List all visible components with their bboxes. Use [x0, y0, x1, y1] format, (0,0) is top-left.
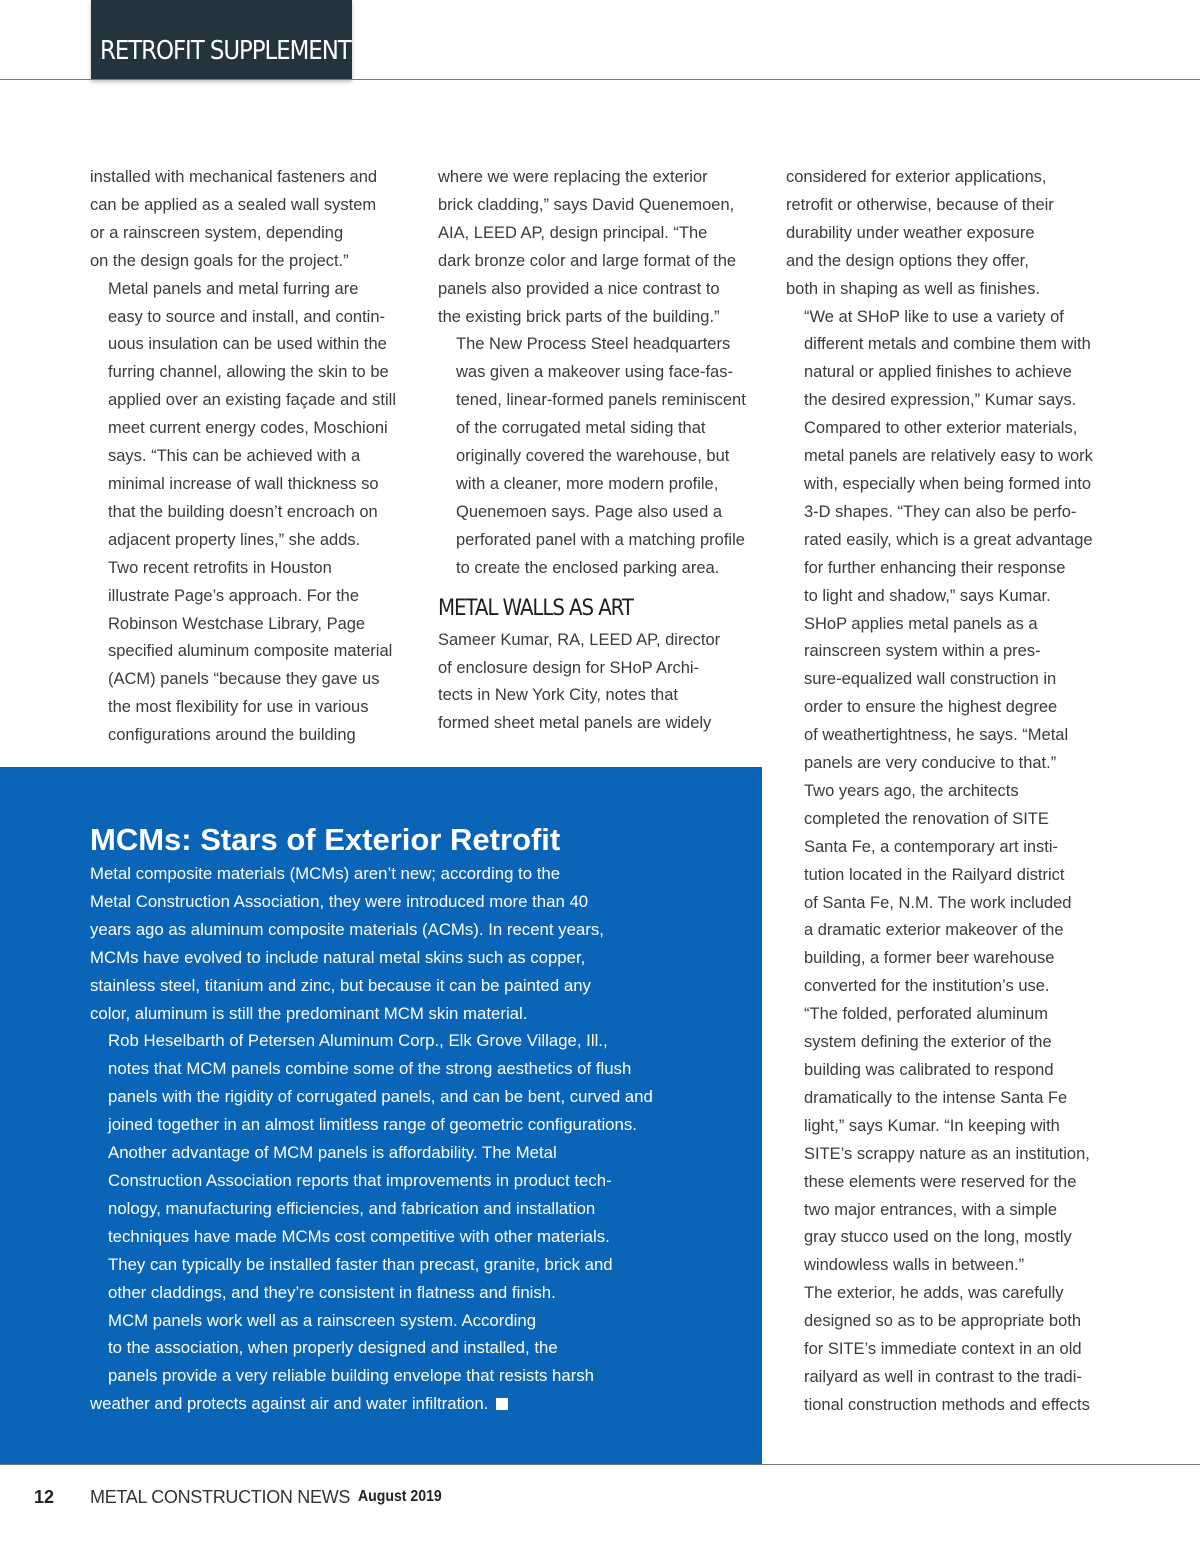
text-line: dark bronze color and large format of the	[438, 251, 737, 270]
text-line: Quenemoen says. Page also used a	[456, 502, 723, 521]
text-line: gray stucco used on the long, mostly	[804, 1228, 1072, 1247]
text-line: Santa Fe, a contemporary art insti-	[804, 837, 1059, 856]
text-line: of enclosure design for SHoP Archi-	[438, 658, 700, 677]
text-line: and the design options they offer,	[786, 251, 1029, 270]
text-line: Metal composite materials (MCMs) aren’t new; according to the	[90, 864, 561, 883]
text-line: dramatically to the intense Santa Fe	[804, 1088, 1068, 1107]
text-line: 3-D shapes. “They can also be perfo-	[804, 502, 1077, 521]
text-line: MCM panels work well as a rainscreen system. According	[108, 1310, 537, 1330]
issue-date: August 2019	[358, 1488, 442, 1505]
text-line: nology, manufacturing efficiencies, and fabrication and installation	[108, 1198, 596, 1218]
text-line: converted for the institution’s use.	[804, 977, 1050, 996]
text-line: a dramatic exterior makeover of the	[804, 921, 1064, 940]
text-line: applied over an existing façade and still	[108, 391, 397, 410]
section-tab	[91, 0, 352, 80]
section-title: RETROFIT SUPPLEMENT	[100, 36, 351, 66]
text-line: tional construction methods and effects	[804, 1395, 1090, 1414]
text-line: that the building doesn’t encroach on	[108, 502, 378, 521]
paragraph	[786, 304, 1116, 416]
paragraph	[90, 860, 740, 1027]
text-line: tened, linear-formed panels reminiscent	[456, 391, 746, 410]
text-line: Two recent retrofits in Houston	[108, 558, 332, 577]
column-1	[90, 164, 410, 750]
text-line: rainscreen system within a pres-	[804, 642, 1041, 661]
text-line: light,” says Kumar. “In keeping with	[804, 1116, 1060, 1135]
text-line: tution located in the Railyard district	[804, 865, 1065, 884]
text-line: “We at SHoP like to use a variety of	[804, 307, 1064, 326]
text-line: windowless walls in between.”	[804, 1256, 1025, 1275]
sidebar-box	[0, 767, 762, 1464]
text-line: adjacent property lines,” she adds.	[108, 530, 361, 549]
paragraph	[786, 164, 1116, 304]
text-line: building was calibrated to respond	[804, 1061, 1054, 1079]
text-line: minimal increase of wall thickness so	[108, 474, 379, 493]
text-line: other claddings, and they’re consistent in flatness and finish.	[108, 1282, 556, 1302]
end-mark-icon	[496, 1398, 508, 1410]
text-line: (ACM) panels “because they gave us	[108, 670, 380, 689]
text-line: of weathertightness, he says. “Metal	[804, 726, 1069, 745]
text-line: the desired expression,” Kumar says.	[804, 391, 1077, 410]
paragraph	[90, 1139, 740, 1306]
text-line: easy to source and install, and contin-	[108, 307, 385, 326]
text-line: both in shaping as well as finishes.	[786, 279, 1041, 298]
paragraph	[786, 1280, 1116, 1420]
text-line: to create the enclosed parking area.	[456, 558, 720, 577]
text-line: configurations around the building	[108, 726, 356, 745]
text-line: joined together in an almost limitless range of geometric configurations.	[108, 1115, 637, 1135]
paragraph	[90, 1307, 740, 1419]
header-rule	[0, 79, 1200, 80]
paragraph	[438, 627, 768, 739]
paragraph	[90, 1027, 740, 1139]
text-line: with a cleaner, more modern profile,	[456, 474, 719, 493]
text-line: the existing brick parts of the building.”	[438, 307, 720, 326]
text-line: “The folded, perforated aluminum	[804, 1005, 1048, 1024]
text-line: completed the renovation of SITE	[804, 809, 1049, 828]
text-line: Metal Construction Association, they were introduced more than 40	[90, 891, 589, 911]
text-line: years ago as aluminum composite materials (ACMs). In recent years,	[90, 919, 604, 939]
text-line: AIA, LEED AP, design principal. “The	[438, 223, 708, 242]
text-line: railyard as well in contrast to the tradi-	[804, 1367, 1082, 1386]
text-line: tects in New York City, notes that	[438, 686, 678, 705]
text-line: system defining the exterior of the	[804, 1033, 1052, 1052]
section-subhead: METAL WALLS AS ART	[438, 595, 633, 621]
text-line: stainless steel, titanium and zinc, but because it can be painted any	[90, 975, 591, 995]
text-line: or a rainscreen system, depending	[90, 223, 344, 242]
magazine-name: METAL CONSTRUCTION NEWS	[90, 1487, 351, 1507]
text-line: installed with mechanical fasteners and	[90, 168, 378, 186]
text-line: to light and shadow,” says Kumar.	[804, 586, 1051, 605]
paragraph	[438, 164, 768, 331]
text-line: with, especially when being formed into	[804, 474, 1092, 493]
text-line: metal panels are relatively easy to work	[804, 447, 1093, 466]
text-line: notes that MCM panels combine some of the strong aesthetics of flush	[108, 1059, 632, 1079]
sidebar-body	[90, 860, 740, 1418]
text-line: says. “This can be achieved with a	[108, 447, 361, 466]
page-number: 12	[34, 1487, 55, 1507]
text-line: Metal panels and metal furring are	[108, 279, 359, 298]
text-line: of Santa Fe, N.M. The work included	[804, 893, 1072, 912]
text-line: different metals and combine them with	[804, 335, 1091, 354]
paragraph	[90, 276, 410, 555]
text-line: of the corrugated metal siding that	[456, 419, 706, 438]
text-line: natural or applied finishes to achieve	[804, 363, 1072, 382]
text-line: formed sheet metal panels are widely	[438, 714, 712, 733]
text-line: panels also provided a nice contrast to	[438, 279, 720, 298]
text-line: on the design goals for the project.”	[90, 251, 349, 270]
text-line: panels with the rigidity of corrugated panels, and can be bent, curved and	[108, 1087, 653, 1107]
paragraph	[438, 331, 768, 582]
column-3	[786, 164, 1116, 1420]
text-line: uous insulation can be used within the	[108, 335, 387, 354]
text-line: color, aluminum is still the predominant MCM skin material.	[90, 1003, 528, 1023]
text-line: designed so as to be appropriate both	[804, 1312, 1082, 1331]
text-line: Construction Association reports that improvements in product tech-	[108, 1170, 612, 1190]
text-line: can be applied as a sealed wall system	[90, 195, 377, 214]
paragraph	[786, 611, 1116, 778]
text-line: Compared to other exterior materials,	[804, 419, 1078, 438]
paragraph	[786, 1001, 1116, 1280]
text-line: these elements were reserved for the	[804, 1172, 1077, 1191]
text-line: the most flexibility for use in various	[108, 698, 369, 717]
text-line: considered for exterior applications,	[786, 168, 1047, 186]
paragraph	[786, 415, 1116, 610]
text-line: Another advantage of MCM panels is affordability. The Metal	[108, 1143, 557, 1163]
text-line: meet current energy codes, Moschioni	[108, 419, 388, 438]
text-line: The exterior, he adds, was carefully	[804, 1284, 1064, 1303]
footer	[0, 1487, 1200, 1517]
sidebar-title: MCMs: Stars of Exterior Retrofit	[90, 822, 561, 857]
text-line: Robinson Westchase Library, Page	[108, 614, 366, 633]
paragraph	[90, 164, 410, 276]
text-line: Sameer Kumar, RA, LEED AP, director	[438, 630, 721, 649]
text-line: originally covered the warehouse, but	[456, 447, 730, 466]
text-line: techniques have made MCMs cost competitive with other materials.	[108, 1226, 610, 1246]
paragraph	[90, 555, 410, 750]
text-line: building, a former beer warehouse	[804, 949, 1055, 968]
text-line: panels provide a very reliable building envelope that resists harsh	[108, 1366, 595, 1386]
text-line: to the association, when properly designed and installed, the	[108, 1338, 558, 1358]
text-line: order to ensure the highest degree	[804, 698, 1058, 717]
text-line: weather and protects against air and water infiltration.	[90, 1394, 489, 1414]
text-line: rated easily, which is a great advantage	[804, 530, 1093, 549]
column-2	[438, 164, 768, 738]
text-line: SHoP applies metal panels as a	[804, 614, 1038, 633]
text-line: specified aluminum composite material	[108, 642, 393, 661]
text-line: SITE’s scrappy nature as an institution,	[804, 1144, 1090, 1163]
text-line: They can typically be installed faster than precast, granite, brick and	[108, 1254, 613, 1274]
text-line: durability under weather exposure	[786, 223, 1035, 242]
paragraph	[786, 778, 1116, 1001]
text-line: where we were replacing the exterior	[438, 168, 708, 186]
text-line: MCMs have evolved to include natural metal skins such as copper,	[90, 947, 586, 967]
text-line: for SITE’s immediate context in an old	[804, 1340, 1082, 1359]
text-line: two major entrances, with a simple	[804, 1200, 1058, 1219]
text-line: brick cladding,” says David Quenemoen,	[438, 195, 735, 214]
footer-rule	[0, 1464, 1200, 1465]
text-line: retrofit or otherwise, because of their	[786, 195, 1054, 214]
text-line: illustrate Page’s approach. For the	[108, 586, 360, 605]
text-line: panels are very conducive to that.”	[804, 754, 1057, 773]
text-line: perforated panel with a matching profile	[456, 530, 745, 549]
text-line: furring channel, allowing the skin to be	[108, 363, 389, 382]
text-line: sure-equalized wall construction in	[804, 670, 1057, 689]
text-line: Two years ago, the architects	[804, 781, 1019, 800]
text-line: The New Process Steel headquarters	[456, 335, 731, 354]
text-line: Rob Heselbarth of Petersen Aluminum Corp., Elk Grove Village, Ill.,	[108, 1031, 608, 1051]
text-line: for further enhancing their response	[804, 558, 1066, 577]
text-line: was given a makeover using face-fas-	[456, 363, 733, 382]
